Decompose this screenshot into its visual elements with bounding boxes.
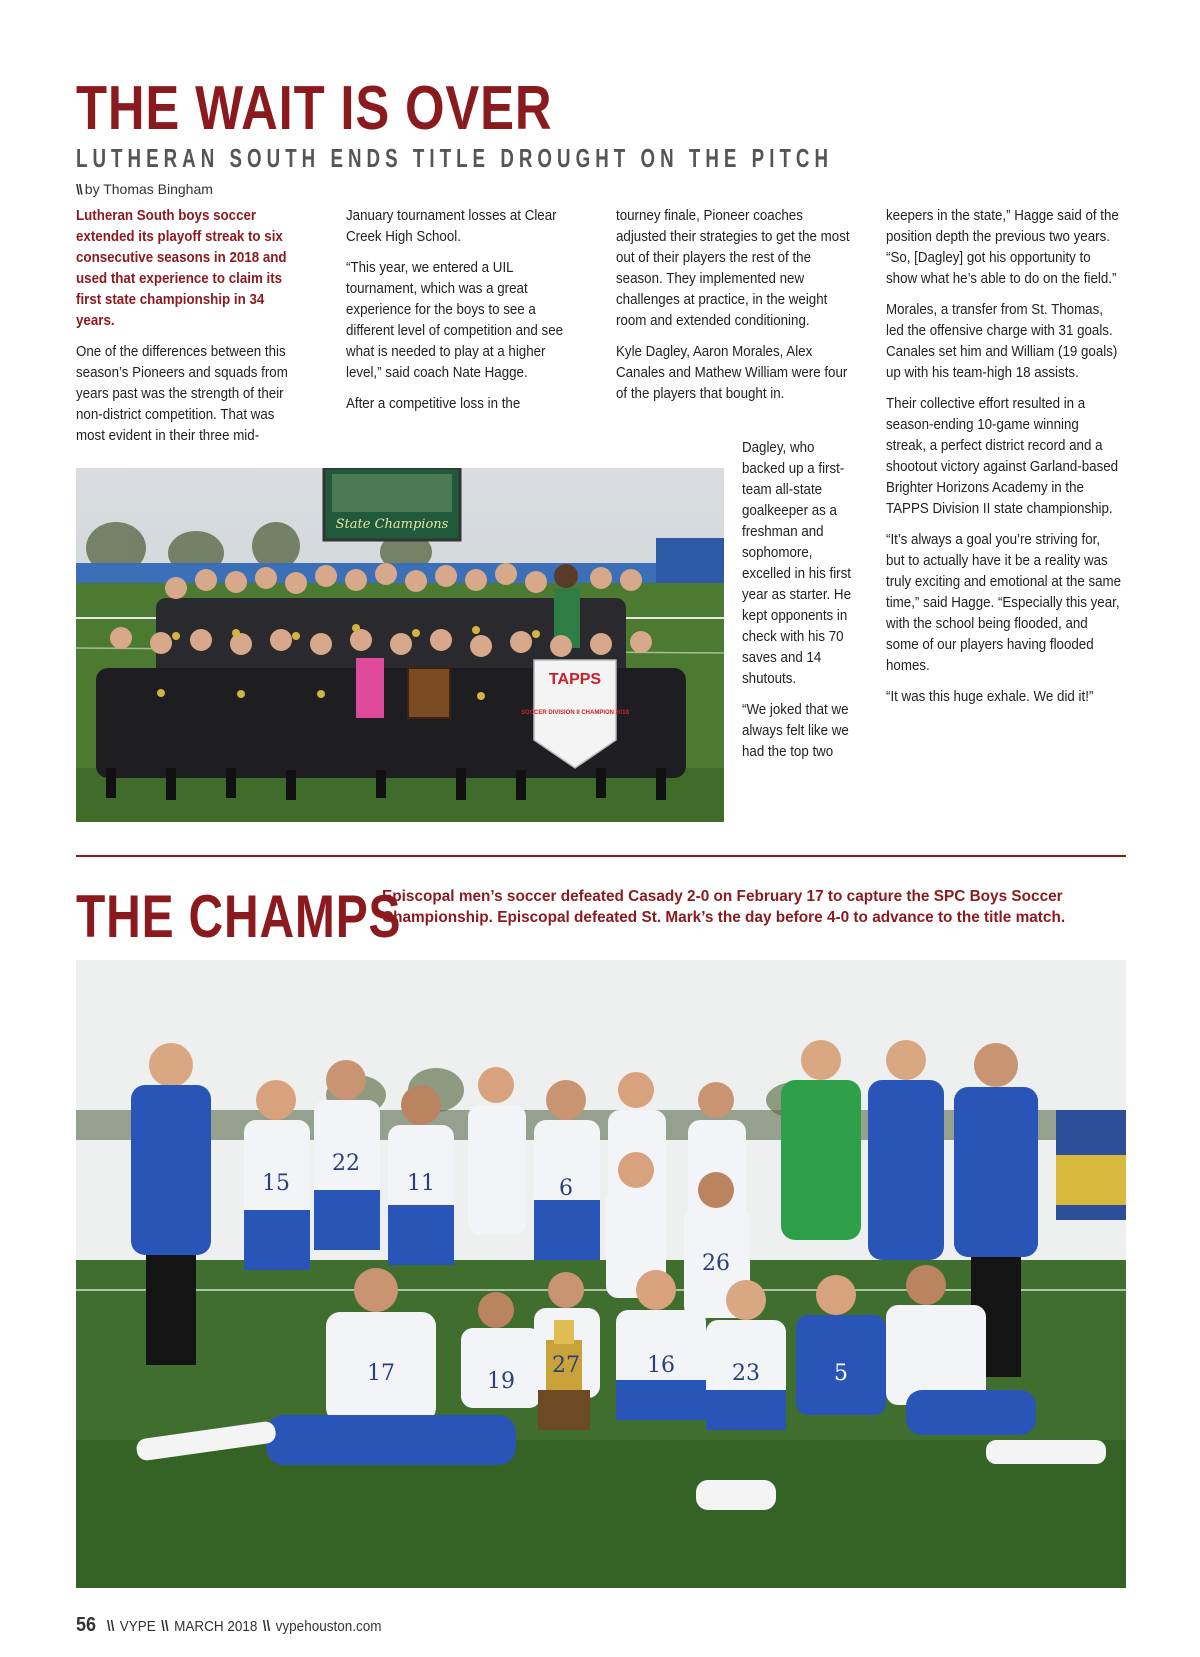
article-column-2 — [346, 206, 580, 425]
article-column-3 — [616, 206, 850, 415]
article-column-1 — [76, 206, 306, 457]
champs-title: THE CHAMPS — [76, 883, 402, 950]
paragraph: “We joked that we always felt like we had the top two — [742, 702, 849, 760]
paragraph: One of the differences between this season’s Pioneers and squads from years past was the strength of their non-district competition. That was most evident in their three mid- — [76, 344, 288, 444]
article-column-3-narrow — [742, 438, 858, 773]
paragraph: Dagley, who backed up a first-team all-state goalkeeper as a freshman and sophomore, excelled in his first year as starter. He kept opponents in check with his 70 saves and 14 shutouts. — [742, 440, 851, 687]
paragraph: Kyle Dagley, Aaron Morales, Alex Canales and Mathew William were four of the players that bought in. — [616, 344, 848, 402]
jersey-number: 27 — [552, 1353, 580, 1378]
banner-text: SOCCER DIVISION II CHAMPION 2018 — [520, 710, 630, 716]
lutheran-south-team-photo — [76, 468, 724, 822]
byline-author: by Thomas Bingham — [84, 181, 213, 197]
jersey-number: 17 — [367, 1361, 395, 1386]
champs-caption: Episcopal men’s soccer defeated Casady 2-0 on February 17 to capture the SPC Boys Soccer Championship. Episcopal defeated St. Mark’s the day before 4-0 to advance to the title match. — [382, 888, 1066, 926]
banner-brand: TAPPS — [548, 671, 602, 688]
paragraph: “This year, we entered a UIL tournament, which was a great experience for the boys to see a different level of competition and see what is needed to play at a higher level,” said coach Nate Hagge. — [346, 260, 564, 381]
jersey-number: 19 — [487, 1369, 515, 1394]
paragraph: Morales, a transfer from St. Thomas, led the offensive charge with 31 goals. Canales set him and William (19 goals) up with his team-high 18 assists. — [886, 302, 1118, 381]
section-divider — [76, 855, 1126, 857]
article-column-4 — [886, 206, 1122, 718]
page-number: 56 — [76, 1614, 97, 1636]
paragraph: keepers in the state,” Hagge said of the position depth the previous two years. “So, [Dagley] got his opportunity to show what he’s able to do on the field.” — [886, 208, 1119, 287]
episcopal-team-photo — [76, 960, 1126, 1588]
byline — [76, 180, 213, 198]
jersey-number: 16 — [647, 1353, 675, 1378]
jersey-number: 5 — [834, 1361, 848, 1386]
paragraph: tourney finale, Pioneer coaches adjusted their strategies to get the most out of their players the rest of the season. They implemented new challenges at practice, in the weight room and extended conditioning. — [616, 208, 850, 329]
jersey-number: 6 — [559, 1176, 573, 1201]
paragraph: “It was this huge exhale. We did it!” — [886, 689, 1094, 705]
website: vypehouston.com — [275, 1618, 382, 1635]
magazine-name: VYPE — [119, 1618, 156, 1635]
jersey-number: 22 — [332, 1151, 360, 1176]
jersey-number: 26 — [702, 1251, 730, 1276]
page-footer — [76, 1615, 381, 1637]
footer-separator: \\ — [262, 1618, 271, 1635]
article-subhead: LUTHERAN SOUTH ENDS TITLE DROUGHT ON THE PITCH — [76, 143, 834, 173]
byline-mark: \\ — [76, 181, 82, 197]
issue-date: MARCH 2018 — [174, 1618, 258, 1635]
paragraph: Their collective effort resulted in a season-ending 10-game winning streak, a perfect district record and a shootout victory against Garland-based Brighter Horizons Academy in the TAPPS Division II state championship. — [886, 396, 1119, 517]
footer-separator: \\ — [106, 1618, 115, 1635]
article-lede: Lutheran South boys soccer extended its playoff streak to six consecutive seasons in 2018 and used that experience to claim its first state championship in 34 years. — [76, 208, 287, 329]
footer-separator: \\ — [161, 1618, 169, 1635]
article-headline: THE WAIT IS OVER — [76, 74, 553, 143]
paragraph: January tournament losses at Clear Creek High School. — [346, 208, 557, 245]
paragraph: “It’s always a goal you’re striving for, but to actually have it be a reality was truly exciting and emotional at the same time,” said Hagge. “Especially this year, with the school being flooded, and some of our players having flooded homes. — [886, 532, 1122, 674]
jersey-number: 23 — [732, 1361, 760, 1386]
jersey-number: 15 — [262, 1171, 290, 1196]
jersey-number: 11 — [407, 1171, 435, 1196]
paragraph: After a competitive loss in the — [346, 396, 521, 412]
scoreboard-text: State Champions — [335, 517, 449, 532]
